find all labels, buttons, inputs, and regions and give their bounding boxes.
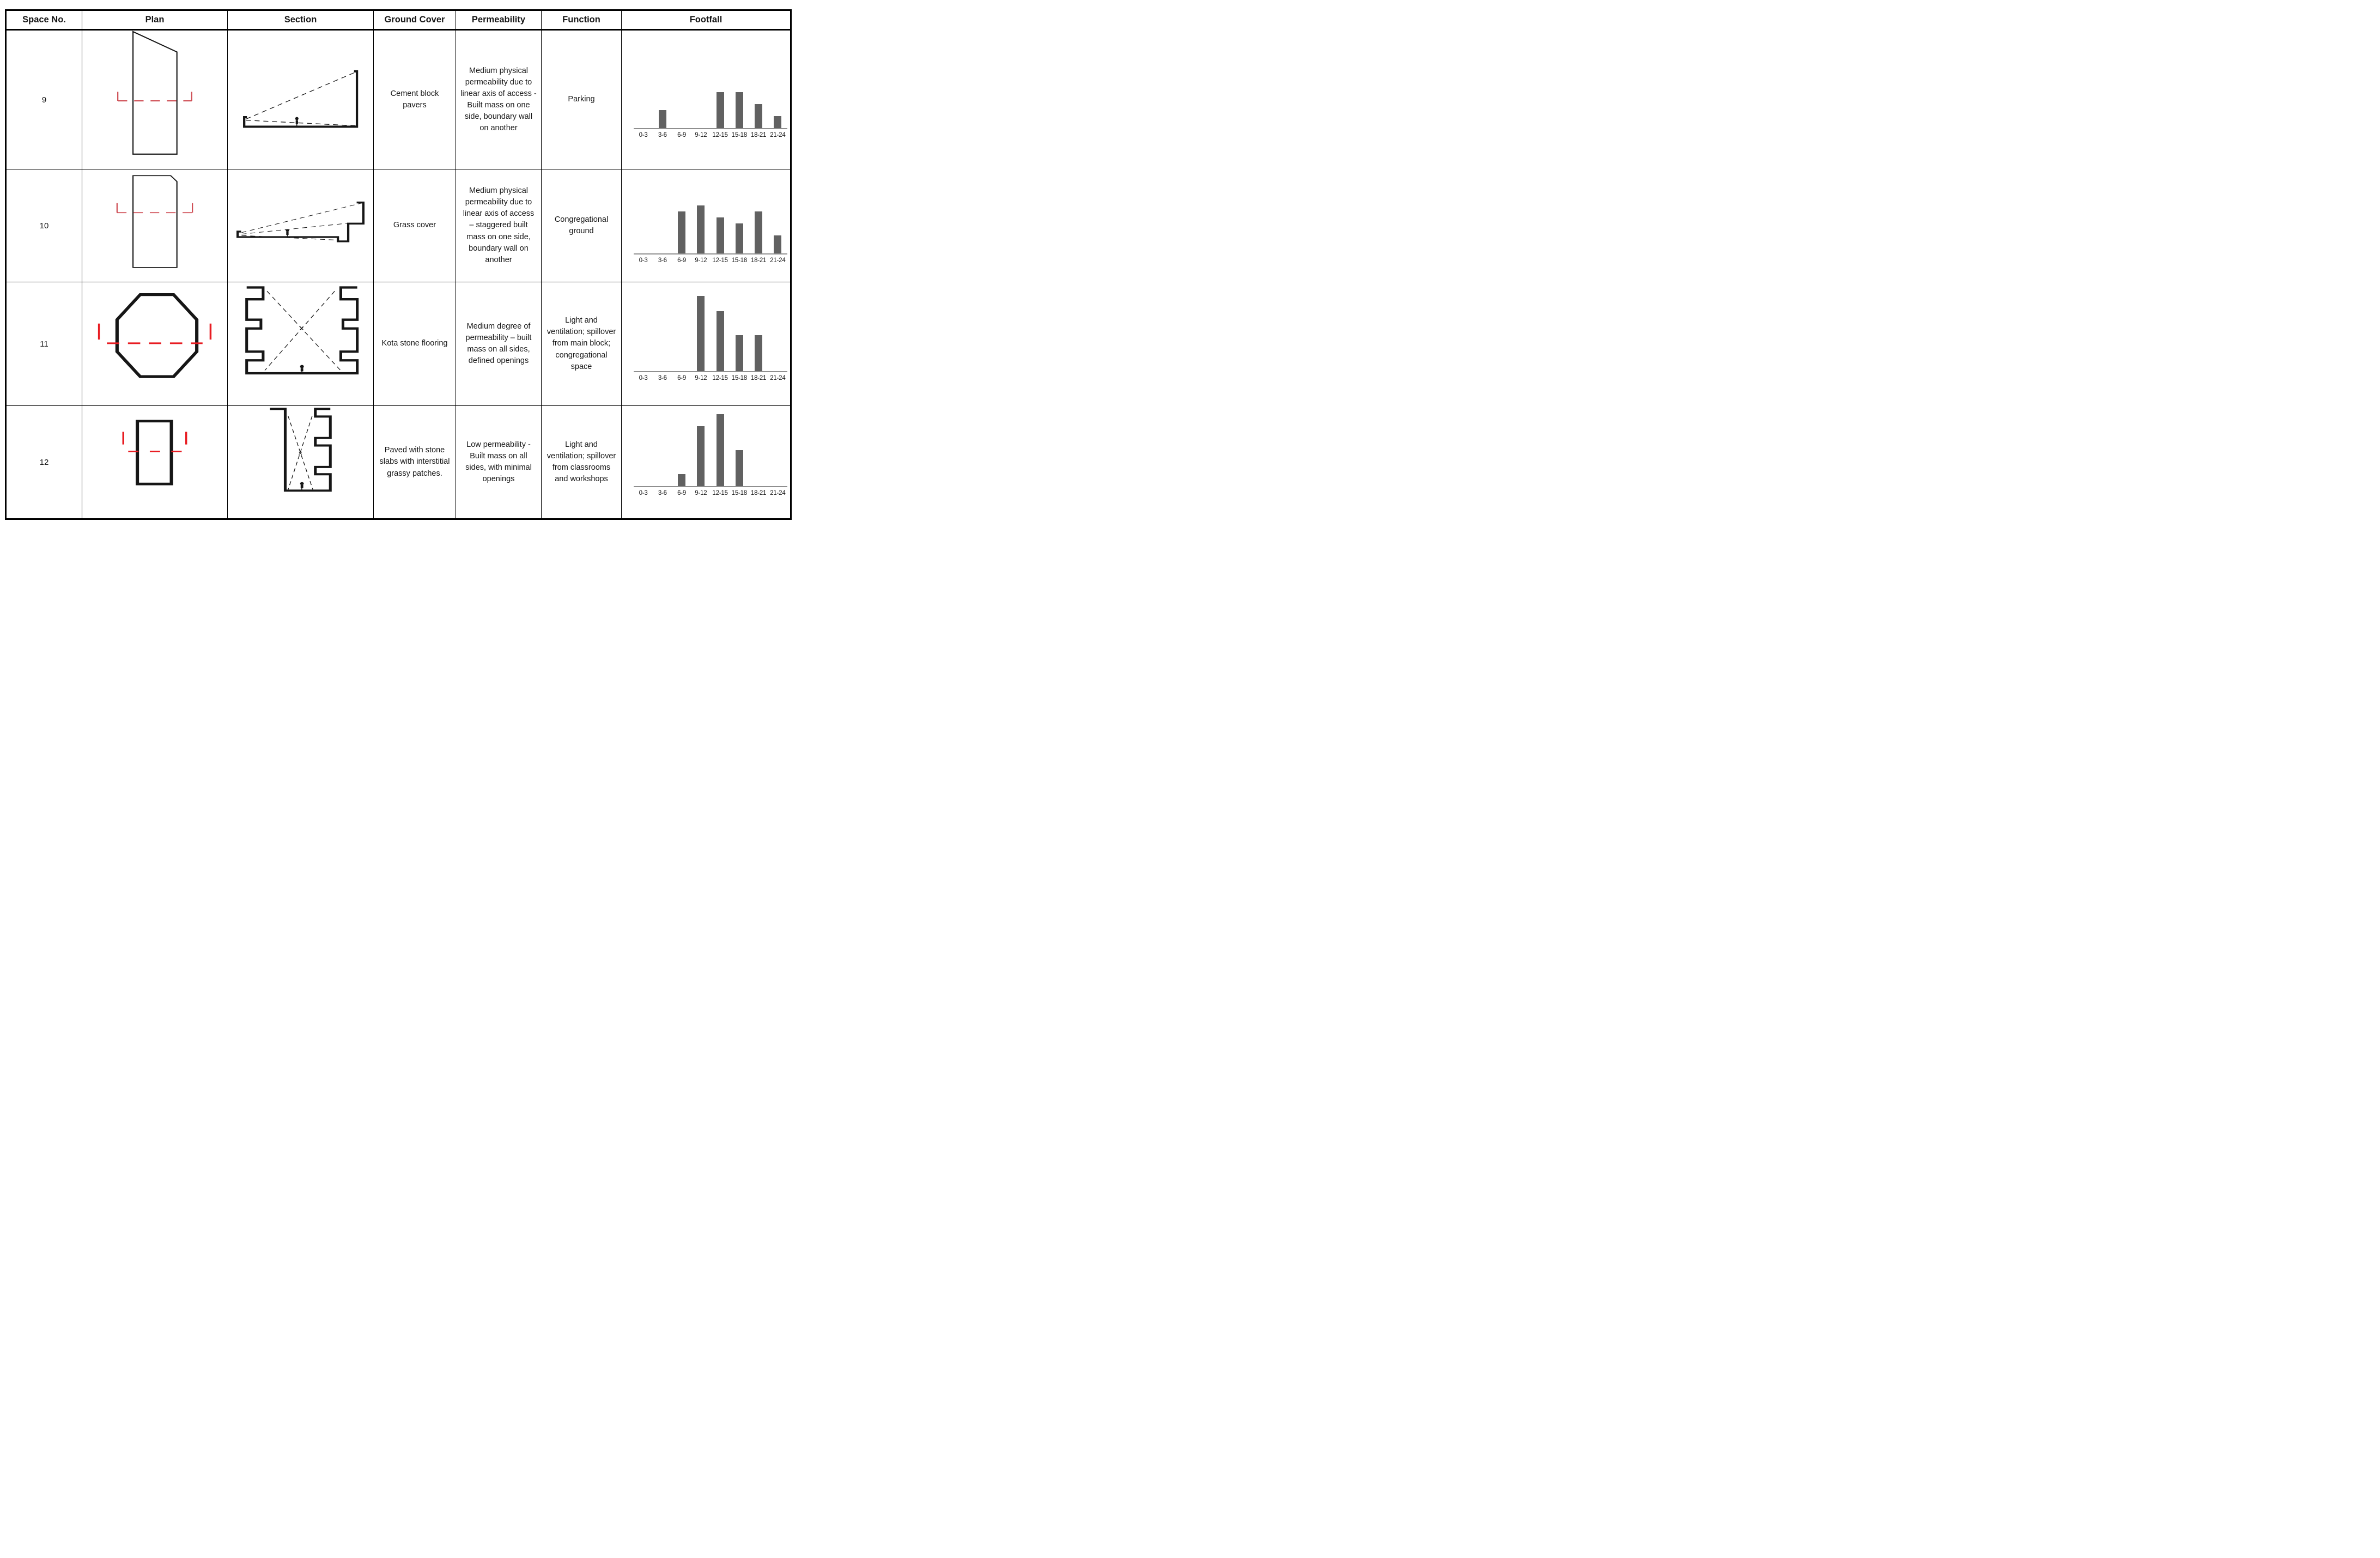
bar-slot xyxy=(768,205,787,253)
header-section: Section xyxy=(228,11,374,31)
x-tick-label: 12-15 xyxy=(712,132,728,138)
bar-slot xyxy=(653,296,672,371)
header-ground-cover: Ground Cover xyxy=(374,11,456,31)
bar-slot xyxy=(749,296,768,371)
footfall-bar xyxy=(697,205,705,253)
permeability-12: Low permeability - Built mass on all sides, with minimal openings xyxy=(456,406,542,518)
footfall-bar xyxy=(678,211,685,253)
bar-slot xyxy=(672,296,691,371)
bar-slot xyxy=(711,205,730,253)
bar-slot xyxy=(749,205,768,253)
footfall-cell-12 xyxy=(622,406,790,518)
footfall-bar xyxy=(717,92,724,128)
space-no-12: 12 xyxy=(7,406,82,518)
x-tick-label: 3-6 xyxy=(658,490,667,496)
function-10: Congregational ground xyxy=(542,169,622,282)
bar-slot xyxy=(691,205,711,253)
bar-slot xyxy=(768,296,787,371)
bar-slot xyxy=(711,92,730,128)
bar-slot xyxy=(634,296,653,371)
footfall-cell-9 xyxy=(622,31,790,169)
header-footfall: Footfall xyxy=(622,11,790,31)
footfall-bar xyxy=(755,335,762,371)
bar-slot xyxy=(634,414,653,486)
bar-series xyxy=(634,414,787,487)
bar-slot xyxy=(691,414,711,486)
function-9: Parking xyxy=(542,31,622,169)
plan-12-icon xyxy=(82,406,227,518)
bar-slot xyxy=(768,92,787,128)
space-no-9: 9 xyxy=(7,31,82,169)
plan-drawing-12 xyxy=(82,406,228,518)
x-tick-label: 15-18 xyxy=(731,257,748,264)
footfall-bar xyxy=(717,217,724,253)
function-12: Light and ventilation; spillover from classrooms and workshops xyxy=(542,406,622,518)
section-9-icon xyxy=(228,31,373,169)
header-space-no: Space No. xyxy=(7,11,82,31)
x-tick-label: 18-21 xyxy=(750,490,767,496)
plan-drawing-10 xyxy=(82,169,228,282)
bar-slot xyxy=(730,205,749,253)
plan-drawing-9 xyxy=(82,31,228,169)
x-tick-label: 6-9 xyxy=(677,132,687,138)
footfall-bar xyxy=(736,223,743,253)
x-tick-label: 18-21 xyxy=(750,257,767,264)
ground-cover-10: Grass cover xyxy=(374,169,456,282)
bar-slot xyxy=(730,92,749,128)
bar-slot xyxy=(749,414,768,486)
footfall-bar xyxy=(697,296,705,371)
x-axis-labels xyxy=(634,490,787,496)
x-tick-label: 12-15 xyxy=(712,375,728,381)
function-11: Light and ventilation; spillover from main block; congregational space xyxy=(542,282,622,406)
person-figure xyxy=(295,117,299,127)
person-figure xyxy=(300,365,304,373)
ground-cover-11: Kota stone flooring xyxy=(374,282,456,406)
bar-slot xyxy=(653,205,672,253)
x-tick-label: 15-18 xyxy=(731,132,748,138)
bar-series xyxy=(634,92,787,129)
plan-10-icon xyxy=(82,169,227,282)
x-tick-label: 15-18 xyxy=(731,490,748,496)
permeability-11: Medium degree of permeability – built mass on all sides, defined openings xyxy=(456,282,542,406)
header-plan: Plan xyxy=(82,11,228,31)
x-tick-label: 0-3 xyxy=(639,132,648,138)
bar-slot xyxy=(711,296,730,371)
x-tick-label: 21-24 xyxy=(770,132,786,138)
header-permeability: Permeability xyxy=(456,11,542,31)
ground-cover-9: Cement block pavers xyxy=(374,31,456,169)
bar-slot xyxy=(653,92,672,128)
x-tick-label: 0-3 xyxy=(639,375,648,381)
bar-slot xyxy=(672,414,691,486)
ground-cover-12: Paved with stone slabs with interstitial grassy patches. xyxy=(374,406,456,518)
section-drawing-11 xyxy=(228,282,374,406)
footfall-bar xyxy=(755,104,762,128)
footfall-bar xyxy=(717,311,724,371)
bar-slot xyxy=(749,92,768,128)
footfall-cell-10 xyxy=(622,169,790,282)
bar-slot xyxy=(653,414,672,486)
x-tick-label: 3-6 xyxy=(658,375,667,381)
footfall-chart-12 xyxy=(634,414,787,496)
person-figure xyxy=(286,229,289,237)
x-tick-label: 21-24 xyxy=(770,490,786,496)
footfall-bar xyxy=(736,335,743,371)
permeability-10: Medium physical permeability due to linear axis of access – staggered built mass on one side, boundary wall on another xyxy=(456,169,542,282)
x-tick-label: 6-9 xyxy=(677,375,687,381)
footfall-bar xyxy=(774,116,781,128)
footfall-bar xyxy=(659,110,666,128)
x-tick-label: 18-21 xyxy=(750,375,767,381)
bar-slot xyxy=(768,414,787,486)
x-tick-label: 6-9 xyxy=(677,257,687,264)
x-axis-labels xyxy=(634,375,787,381)
footfall-bar xyxy=(717,414,724,486)
footfall-chart-9 xyxy=(634,92,787,138)
x-tick-label: 9-12 xyxy=(695,132,707,138)
section-drawing-9 xyxy=(228,31,374,169)
section-12-icon xyxy=(228,406,373,518)
bar-slot xyxy=(730,296,749,371)
bar-series xyxy=(634,205,787,254)
plan-9-icon xyxy=(82,31,227,169)
footfall-bar xyxy=(678,474,685,486)
x-tick-label: 9-12 xyxy=(695,257,707,264)
bar-slot xyxy=(672,92,691,128)
person-figure xyxy=(300,482,304,490)
permeability-9: Medium physical permeability due to linear axis of access - Built mass on one side, boundary wall on another xyxy=(456,31,542,169)
footfall-chart-11 xyxy=(634,296,787,381)
bar-slot xyxy=(672,205,691,253)
footfall-chart-10 xyxy=(634,205,787,264)
x-axis-labels xyxy=(634,132,787,138)
bar-slot xyxy=(634,205,653,253)
x-tick-label: 6-9 xyxy=(677,490,687,496)
footfall-cell-11 xyxy=(622,282,790,406)
x-tick-label: 12-15 xyxy=(712,257,728,264)
plan-11-icon xyxy=(82,282,227,405)
bar-series xyxy=(634,296,787,372)
x-tick-label: 0-3 xyxy=(639,490,648,496)
space-no-11: 11 xyxy=(7,282,82,406)
analysis-table xyxy=(5,9,792,520)
section-11-icon xyxy=(228,282,373,405)
section-drawing-12 xyxy=(228,406,374,518)
x-tick-label: 21-24 xyxy=(770,257,786,264)
x-tick-label: 12-15 xyxy=(712,490,728,496)
x-tick-label: 3-6 xyxy=(658,257,667,264)
x-axis-labels xyxy=(634,257,787,264)
plan-drawing-11 xyxy=(82,282,228,406)
x-tick-label: 0-3 xyxy=(639,257,648,264)
bar-slot xyxy=(730,414,749,486)
footfall-bar xyxy=(736,450,743,486)
x-tick-label: 18-21 xyxy=(750,132,767,138)
footfall-bar xyxy=(697,426,705,486)
section-drawing-10 xyxy=(228,169,374,282)
x-tick-label: 9-12 xyxy=(695,490,707,496)
header-function: Function xyxy=(542,11,622,31)
bar-slot xyxy=(691,296,711,371)
footfall-bar xyxy=(774,235,781,253)
x-tick-label: 9-12 xyxy=(695,375,707,381)
document-page xyxy=(0,0,793,519)
space-no-10: 10 xyxy=(7,169,82,282)
footfall-bar xyxy=(755,211,762,253)
bar-slot xyxy=(691,92,711,128)
section-10-icon xyxy=(228,169,373,282)
x-tick-label: 3-6 xyxy=(658,132,667,138)
bar-slot xyxy=(711,414,730,486)
footfall-bar xyxy=(736,92,743,128)
bar-slot xyxy=(634,92,653,128)
x-tick-label: 21-24 xyxy=(770,375,786,381)
x-tick-label: 15-18 xyxy=(731,375,748,381)
